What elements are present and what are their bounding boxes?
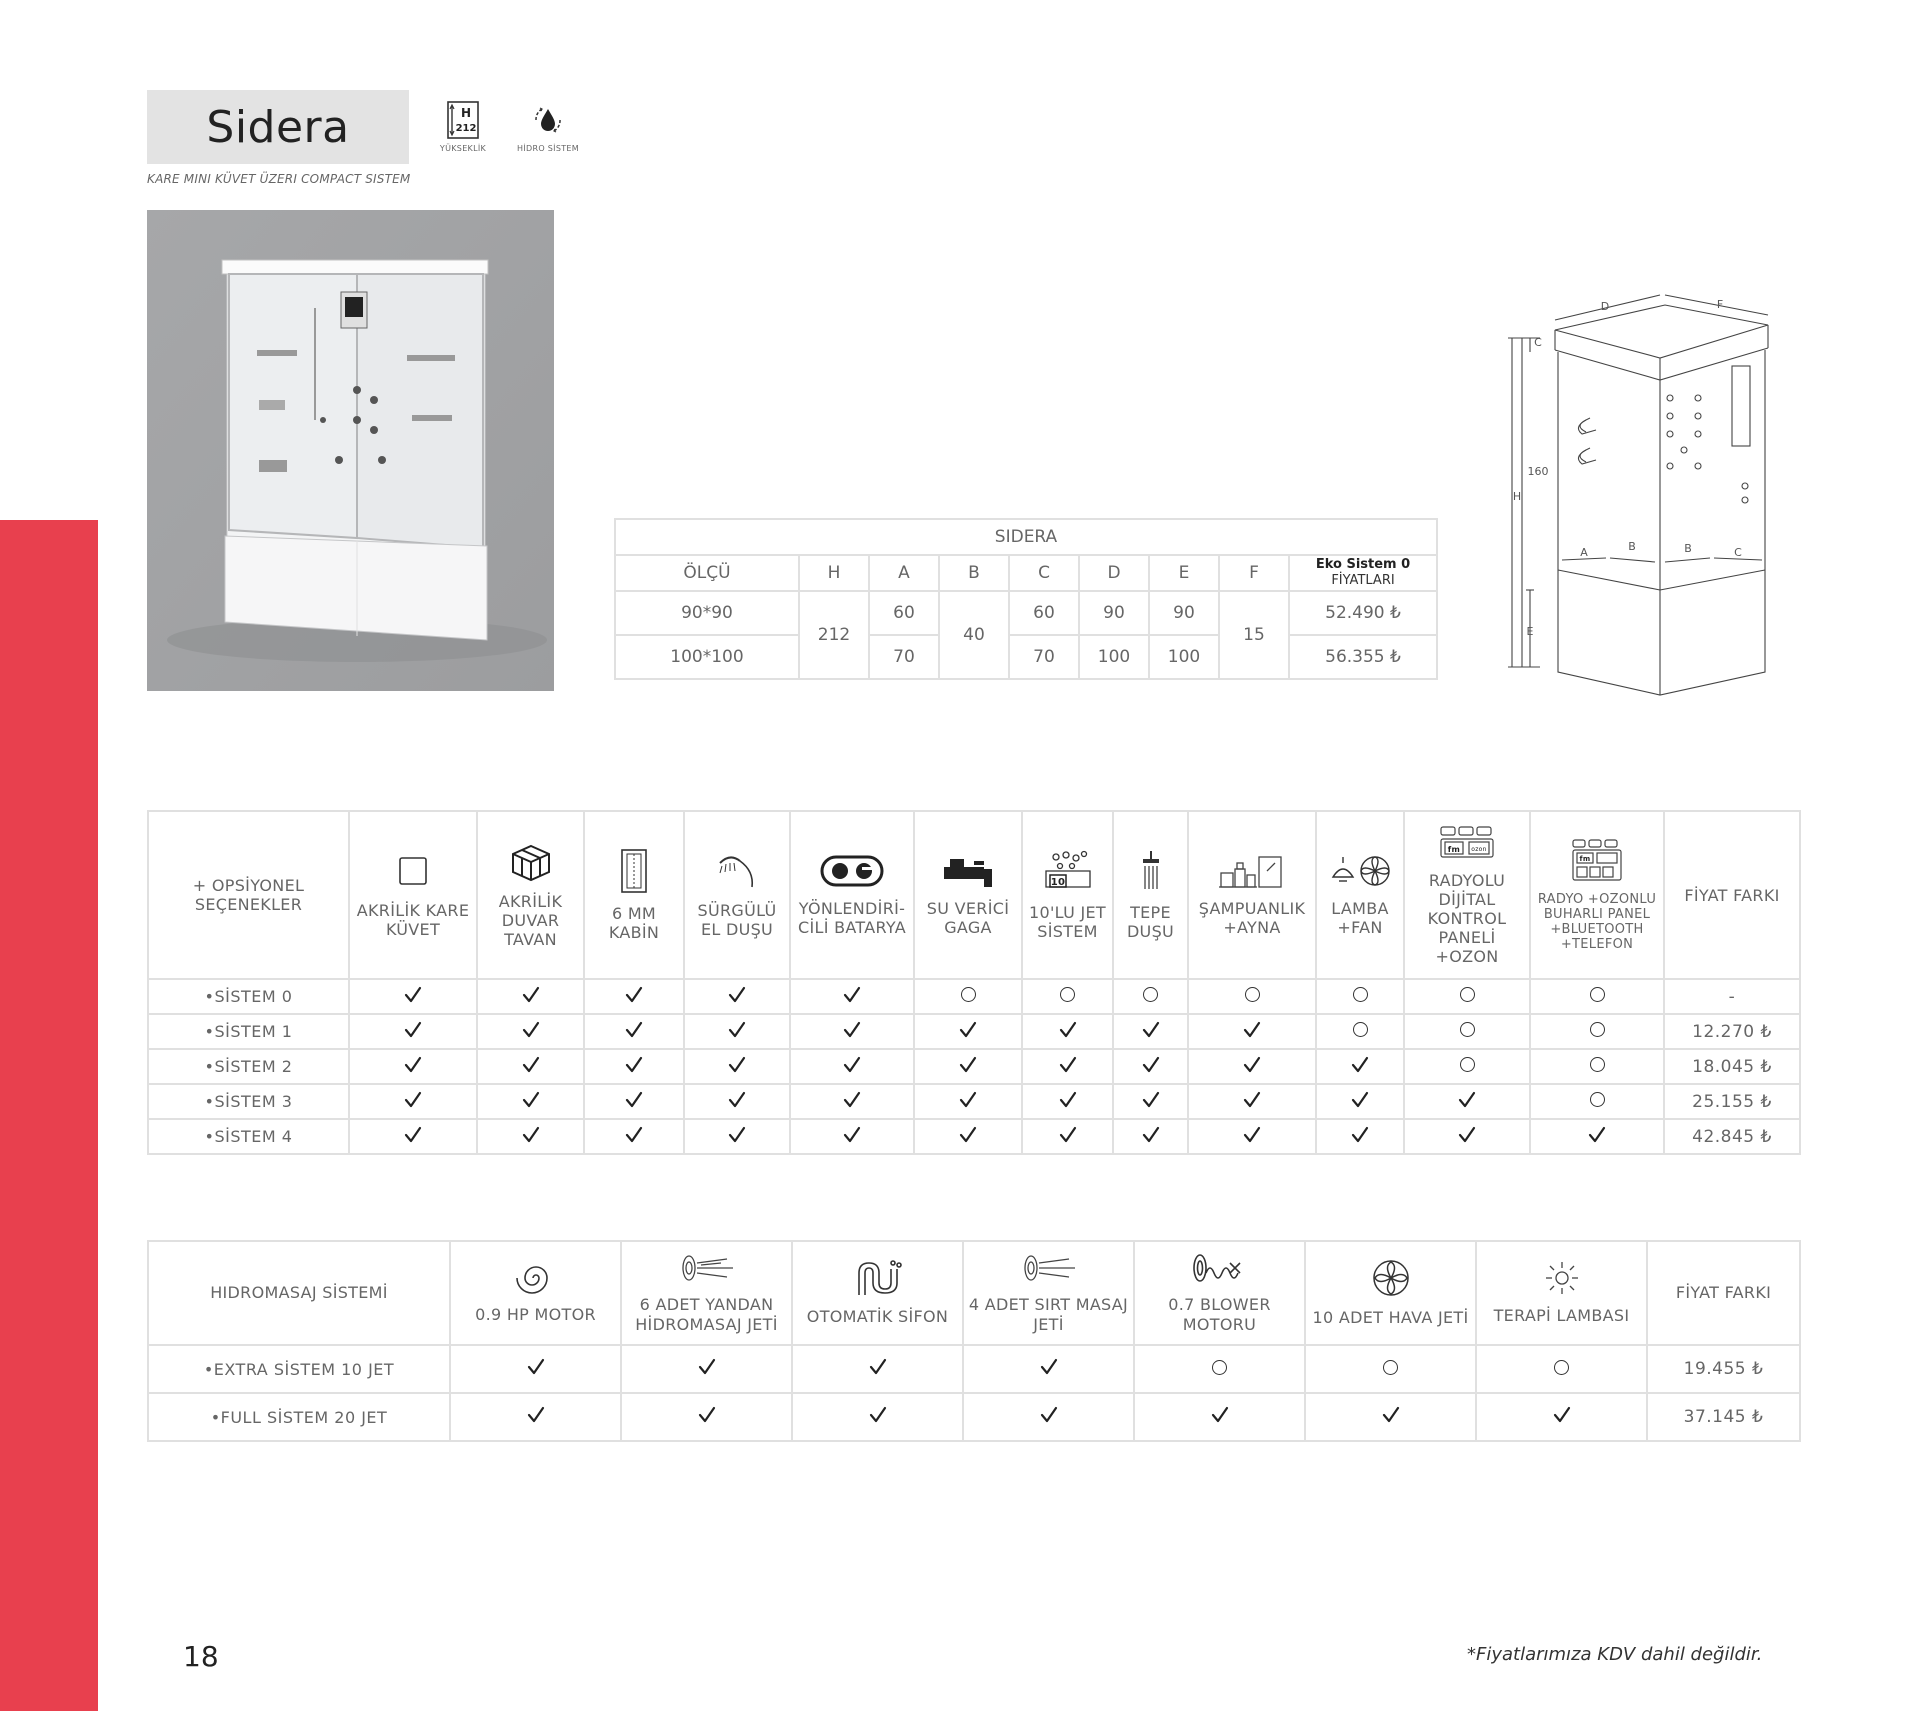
hand-shower-icon xyxy=(714,851,760,891)
col-sampuanlik-ayna: ŞAMPUANLIK +AYNA xyxy=(1188,811,1316,979)
side-accent-bar xyxy=(0,520,98,1711)
check-icon xyxy=(1113,1049,1188,1084)
row-label: •FULL SİSTEM 20 JET xyxy=(148,1393,450,1441)
empty-circle-icon xyxy=(914,979,1022,1014)
size-cell: 60 xyxy=(1009,591,1079,635)
col-akrilik-kare-kuvet: AKRİLİK KARE KÜVET xyxy=(349,811,477,979)
price-diff: 37.145 ₺ xyxy=(1647,1393,1800,1441)
check-icon xyxy=(477,1119,584,1154)
price-diff: 25.155 ₺ xyxy=(1664,1084,1800,1119)
size-cell: 70 xyxy=(1009,635,1079,679)
price-diff: 42.845 ₺ xyxy=(1664,1119,1800,1154)
size-header-price: Eko Sistem 0 FİYATLARI xyxy=(1289,555,1437,591)
row-label: •SİSTEM 2 xyxy=(148,1049,349,1084)
empty-circle-icon xyxy=(1113,979,1188,1014)
col-air-jet: 10 ADET HAVA JETİ xyxy=(1305,1241,1476,1345)
check-icon xyxy=(1113,1119,1188,1154)
air-jet-icon xyxy=(1371,1258,1411,1298)
check-icon xyxy=(1188,1049,1316,1084)
check-icon xyxy=(450,1345,621,1393)
check-icon xyxy=(914,1084,1022,1119)
table-row xyxy=(148,1049,1800,1084)
empty-circle-icon xyxy=(1404,1014,1530,1049)
water-drop-icon xyxy=(513,100,583,140)
check-icon xyxy=(1113,1084,1188,1119)
size-cell-h: 212 xyxy=(799,591,869,679)
check-icon xyxy=(1316,1119,1404,1154)
check-icon xyxy=(790,1049,914,1084)
empty-circle-icon xyxy=(1188,979,1316,1014)
svg-text:F: F xyxy=(1716,298,1724,311)
check-icon xyxy=(1476,1393,1647,1441)
check-icon xyxy=(349,1084,477,1119)
empty-circle-icon xyxy=(1316,1014,1404,1049)
col-therapy-lamp: TERAPİ LAMBASI xyxy=(1476,1241,1647,1345)
check-icon xyxy=(349,1049,477,1084)
svg-text:H: H xyxy=(460,106,472,120)
check-icon xyxy=(349,1014,477,1049)
col-back-jet: 4 ADET SIRT MASAJ JETİ xyxy=(963,1241,1134,1345)
empty-circle-icon xyxy=(1404,1049,1530,1084)
col-akrilik-duvar-tavan: AKRİLİK DUVAR TAVAN xyxy=(477,811,584,979)
check-icon xyxy=(1022,1119,1113,1154)
size-cell: 100 xyxy=(1149,635,1219,679)
check-icon xyxy=(790,979,914,1014)
svg-text:A: A xyxy=(1580,546,1588,559)
check-icon xyxy=(621,1393,792,1441)
empty-circle-icon xyxy=(1530,1014,1664,1049)
size-cell-f: 15 xyxy=(1219,591,1289,679)
col-6mm-kabin: 6 MM KABİN xyxy=(584,811,684,979)
size-cell: 90 xyxy=(1149,591,1219,635)
col-yonlendirici-batarya: YÖNLENDİRİ-CİLİ BATARYA xyxy=(790,811,914,979)
check-icon xyxy=(584,1119,684,1154)
size-table-title: SIDERA xyxy=(615,519,1437,555)
svg-text:B: B xyxy=(1684,542,1692,555)
jet-system-icon xyxy=(1042,849,1094,893)
check-icon xyxy=(1188,1084,1316,1119)
row-label: •SİSTEM 1 xyxy=(148,1014,349,1049)
empty-circle-icon xyxy=(1404,979,1530,1014)
product-title-box xyxy=(147,90,409,164)
size-cell: 90 xyxy=(1079,591,1149,635)
table-row xyxy=(148,1014,1800,1049)
size-header-b: B xyxy=(939,555,1009,591)
check-icon xyxy=(963,1345,1134,1393)
product-subtitle: KARE MINI KÜVET ÜZERI COMPACT SISTEM xyxy=(147,172,411,186)
check-icon xyxy=(684,979,790,1014)
size-header-e: E xyxy=(1149,555,1219,591)
size-price: 52.490 ₺ xyxy=(1289,591,1437,635)
size-header-c: C xyxy=(1009,555,1079,591)
col-10lu-jet-sistem: 10 10'LU JET SİSTEM xyxy=(1022,811,1113,979)
table-row xyxy=(148,1119,1800,1154)
check-icon xyxy=(1305,1393,1476,1441)
check-icon xyxy=(584,1014,684,1049)
price-diff: 19.455 ₺ xyxy=(1647,1345,1800,1393)
size-price: 56.355 ₺ xyxy=(1289,635,1437,679)
spout-icon xyxy=(940,853,996,889)
svg-text:B: B xyxy=(1628,540,1636,553)
price-footnote: *Fiyatlarımıza KDV dahil değildir. xyxy=(1467,1644,1763,1665)
height-label: YÜKSEKLİK xyxy=(439,144,487,153)
col-tepe-dusu: TEPE DUŞU xyxy=(1113,811,1188,979)
check-icon xyxy=(792,1345,963,1393)
back-jet-icon xyxy=(1019,1251,1079,1285)
check-icon xyxy=(477,1084,584,1119)
empty-circle-icon xyxy=(1530,1084,1664,1119)
col-radyolu-dijital-panel: fm ozon RADYOLU DİJİTAL KONTROL PANELİ +OZON xyxy=(1404,811,1530,979)
size-cell: 100 xyxy=(1079,635,1149,679)
check-icon xyxy=(1022,1084,1113,1119)
size-table xyxy=(614,518,1438,680)
check-icon xyxy=(684,1084,790,1119)
check-icon xyxy=(684,1049,790,1084)
col-su-verici-gaga: SU VERİCİ GAGA xyxy=(914,811,1022,979)
check-icon xyxy=(1188,1014,1316,1049)
check-icon xyxy=(792,1393,963,1441)
check-icon xyxy=(1022,1049,1113,1084)
svg-text:fm: fm xyxy=(1447,844,1461,854)
check-icon xyxy=(1316,1084,1404,1119)
svg-text:160: 160 xyxy=(1527,465,1549,478)
check-icon xyxy=(1530,1119,1664,1154)
check-icon xyxy=(1022,1014,1113,1049)
check-icon xyxy=(963,1393,1134,1441)
check-icon xyxy=(584,979,684,1014)
options-table xyxy=(147,810,1801,1155)
svg-text:212: 212 xyxy=(455,123,477,134)
size-cell: 70 xyxy=(869,635,939,679)
check-icon xyxy=(914,1014,1022,1049)
col-motor: 0.9 HP MOTOR xyxy=(450,1241,621,1345)
siphon-icon xyxy=(853,1259,903,1297)
cabin-icon xyxy=(619,848,649,894)
size-header-d: D xyxy=(1079,555,1149,591)
radio-panel-icon xyxy=(1437,825,1497,861)
check-icon xyxy=(684,1014,790,1049)
size-header-h: H xyxy=(799,555,869,591)
check-icon xyxy=(349,1119,477,1154)
col-buharli-panel: fm RADYO +OZONLU BUHARLI PANEL +BLUETOOTH +TELEFON xyxy=(1530,811,1664,979)
check-icon xyxy=(1134,1393,1305,1441)
height-icon xyxy=(428,100,498,140)
diverter-faucet-icon xyxy=(820,853,884,889)
square-tub-icon xyxy=(393,851,433,891)
size-cell: 100*100 xyxy=(615,635,799,679)
check-icon xyxy=(1188,1119,1316,1154)
empty-circle-icon xyxy=(1476,1345,1647,1393)
hydro-badge xyxy=(513,100,583,153)
check-icon xyxy=(1113,1014,1188,1049)
lamp-fan-icon xyxy=(1325,853,1395,889)
size-cell: 60 xyxy=(869,591,939,635)
steam-panel-icon xyxy=(1569,838,1625,882)
hydromassage-table xyxy=(147,1240,1801,1442)
row-label: •EXTRA SİSTEM 10 JET xyxy=(148,1345,450,1393)
blower-icon xyxy=(1190,1251,1250,1285)
price-diff: 18.045 ₺ xyxy=(1664,1049,1800,1084)
empty-circle-icon xyxy=(1530,979,1664,1014)
check-icon xyxy=(349,979,477,1014)
check-icon xyxy=(790,1014,914,1049)
table-row xyxy=(148,1084,1800,1119)
overhead-shower-icon xyxy=(1137,849,1165,893)
hydro-title: HIDROMASAJ SİSTEMİ xyxy=(148,1241,450,1345)
col-surgulu-el-dusu: SÜRGÜLÜ EL DUŞU xyxy=(684,811,790,979)
size-header-olcu: ÖLÇÜ xyxy=(615,555,799,591)
check-icon xyxy=(790,1084,914,1119)
price-diff: - xyxy=(1664,979,1800,1014)
svg-text:fm: fm xyxy=(1579,855,1591,863)
page-number: 18 xyxy=(183,1640,219,1673)
svg-text:C: C xyxy=(1534,336,1542,349)
check-icon xyxy=(914,1049,1022,1084)
col-siphon: OTOMATİK SİFON xyxy=(792,1241,963,1345)
check-icon xyxy=(477,1049,584,1084)
height-badge xyxy=(428,100,498,153)
empty-circle-icon xyxy=(1316,979,1404,1014)
therapy-lamp-icon xyxy=(1542,1260,1582,1296)
size-header-a: A xyxy=(869,555,939,591)
svg-text:E: E xyxy=(1526,625,1534,638)
hydro-price-header: FİYAT FARKI xyxy=(1647,1241,1800,1345)
check-icon xyxy=(584,1049,684,1084)
svg-text:ozon: ozon xyxy=(1471,845,1487,853)
technical-drawing xyxy=(1500,290,1780,700)
check-icon xyxy=(790,1119,914,1154)
table-row xyxy=(148,1393,1800,1441)
hydro-label: HİDRO SİSTEM xyxy=(517,144,579,153)
check-icon xyxy=(621,1345,792,1393)
col-blower: 0.7 BLOWER MOTORU xyxy=(1134,1241,1305,1345)
col-lamba-fan: LAMBA +FAN xyxy=(1316,811,1404,979)
wall-ceiling-icon xyxy=(509,842,553,882)
motor-icon xyxy=(516,1261,556,1295)
check-icon xyxy=(684,1119,790,1154)
check-icon xyxy=(914,1119,1022,1154)
product-title: Sidera xyxy=(206,101,350,153)
table-row xyxy=(148,1345,1800,1393)
check-icon xyxy=(477,979,584,1014)
svg-text:10: 10 xyxy=(1050,877,1065,888)
options-price-header: FİYAT FARKI xyxy=(1664,811,1800,979)
check-icon xyxy=(1404,1084,1530,1119)
size-cell: 90*90 xyxy=(615,591,799,635)
options-title: + OPSİYONEL SEÇENEKLER xyxy=(148,811,349,979)
check-icon xyxy=(1316,1049,1404,1084)
shampoo-mirror-icon xyxy=(1217,853,1287,889)
row-label: •SİSTEM 3 xyxy=(148,1084,349,1119)
size-header-f: F xyxy=(1219,555,1289,591)
row-label: •SİSTEM 0 xyxy=(148,979,349,1014)
check-icon xyxy=(450,1393,621,1441)
svg-text:D: D xyxy=(1600,300,1610,313)
svg-text:H: H xyxy=(1512,490,1522,503)
product-photo xyxy=(147,210,554,691)
check-icon xyxy=(584,1084,684,1119)
row-label: •SİSTEM 4 xyxy=(148,1119,349,1154)
empty-circle-icon xyxy=(1134,1345,1305,1393)
side-jet-icon xyxy=(677,1251,737,1285)
size-cell-b: 40 xyxy=(939,591,1009,679)
col-side-jet: 6 ADET YANDAN HİDROMASAJ JETİ xyxy=(621,1241,792,1345)
table-row xyxy=(148,979,1800,1014)
empty-circle-icon xyxy=(1530,1049,1664,1084)
price-diff: 12.270 ₺ xyxy=(1664,1014,1800,1049)
check-icon xyxy=(477,1014,584,1049)
empty-circle-icon xyxy=(1305,1345,1476,1393)
empty-circle-icon xyxy=(1022,979,1113,1014)
check-icon xyxy=(1404,1119,1530,1154)
svg-text:C: C xyxy=(1734,546,1742,559)
